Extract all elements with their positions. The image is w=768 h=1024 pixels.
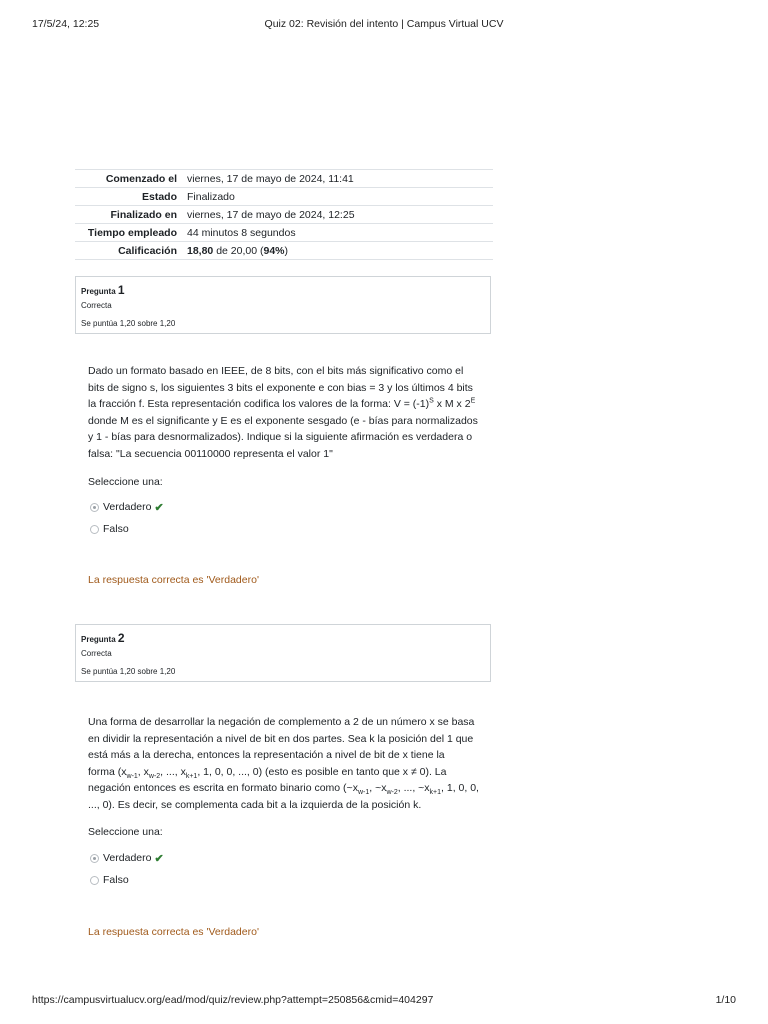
question-number-value: 1 — [117, 283, 125, 297]
print-date: 17/5/24, 12:25 — [32, 18, 100, 30]
text-segment: , 1, 0, 0, — [441, 782, 479, 794]
option-label: Verdadero — [103, 501, 152, 513]
question-number — [81, 283, 125, 297]
subscript: k+1 — [185, 772, 198, 780]
radio-unchecked-icon[interactable] — [90, 525, 99, 534]
grade-max: de 20,00 ( — [213, 244, 264, 257]
checkmark-icon: ✔ — [154, 501, 164, 514]
question-text-line: y 1 - bías para desnormalizados). Indique si la siguiente afirmación es verdadera o — [88, 431, 473, 443]
question-state: Correcta — [81, 301, 112, 310]
correct-answer-feedback: La respuesta correcta es 'Verdadero' — [88, 926, 259, 938]
question-text-line — [88, 764, 488, 781]
question-number — [81, 631, 125, 645]
option-true[interactable] — [90, 500, 164, 514]
question-text-line: falsa: "La secuencia 00110000 representa el valor 1" — [88, 447, 333, 460]
select-one-prompt: Seleccione una: — [88, 826, 163, 838]
summary-value: viernes, 17 de mayo de 2024, 11:41 — [183, 170, 493, 188]
select-one-prompt: Seleccione una: — [88, 476, 163, 488]
question-text-line: en dividir la representación a nivel de bit en dos partes. Sea k la posición del 1 que — [88, 732, 474, 745]
question-number-value: 2 — [117, 631, 125, 645]
text-segment: , 1, 0, 0, ..., 0) (esto es posible en tanto que x ≠ 0). La — [197, 765, 447, 778]
superscript: S — [429, 397, 434, 405]
option-label: Falso — [103, 874, 129, 886]
option-true[interactable] — [90, 851, 164, 865]
summary-label: Comenzado el — [75, 170, 183, 188]
summary-value: 44 minutos 8 segundos — [183, 224, 493, 242]
question-text — [88, 363, 488, 462]
print-url: https://campusvirtualucv.org/ead/mod/quiz/review.php?attempt=250856&cmid=404297 — [32, 994, 434, 1006]
question-text-line: donde M es el significante y E es el exponente sesgado (e - bías para normalizados — [88, 414, 478, 427]
print-header — [0, 18, 768, 32]
subscript: k+1 — [429, 789, 442, 797]
correct-answer-feedback: La respuesta correcta es 'Verdadero' — [88, 574, 259, 586]
option-false[interactable] — [90, 522, 129, 536]
superscript: E — [470, 397, 476, 405]
question-text-line: bits de signo s, los siguientes 3 bits el exponente e con bias = 3 y los últimos 4 bits — [88, 381, 473, 394]
subscript: w-1 — [126, 772, 138, 780]
question-text-line — [88, 396, 488, 413]
grade-percent: 94% — [263, 244, 285, 257]
text-segment: , ..., x — [160, 765, 186, 778]
summary-value: Finalizado — [183, 188, 493, 206]
summary-label: Finalizado en — [75, 206, 183, 224]
question-grade: Se puntúa 1,20 sobre 1,20 — [81, 667, 176, 676]
question-label: Pregunta — [81, 287, 118, 296]
print-page-number: 1/10 — [715, 994, 736, 1006]
radio-checked-icon[interactable] — [90, 854, 99, 863]
radio-checked-icon[interactable] — [90, 503, 99, 512]
question-text-line — [88, 780, 488, 797]
option-false[interactable] — [90, 873, 129, 887]
subscript: w-1 — [357, 789, 370, 797]
summary-label: Tiempo empleado — [75, 224, 183, 242]
summary-row-time — [75, 224, 493, 242]
text-segment: negación entonces es escrita en formato binario como (~x — [88, 782, 358, 794]
question-state: Correcta — [81, 649, 112, 658]
summary-row-state — [75, 188, 493, 206]
summary-grade-value — [183, 242, 493, 260]
radio-unchecked-icon[interactable] — [90, 876, 99, 885]
subscript: w-2 — [386, 789, 398, 797]
question-text-line: está más a la derecha, entonces la representación a nivel de bit de x tiene la — [88, 749, 445, 761]
text-segment: x M x 2 — [433, 398, 471, 410]
summary-label: Estado — [75, 188, 183, 206]
text-segment: forma (x — [88, 765, 127, 778]
attempt-summary-table — [75, 169, 493, 260]
question-text-line: Una forma de desarrollar la negación de complemento a 2 de un número x se basa — [88, 716, 475, 728]
question-label: Pregunta — [81, 635, 118, 644]
checkmark-icon: ✔ — [154, 852, 164, 865]
question-text — [88, 714, 488, 813]
summary-row-started — [75, 170, 493, 188]
question-grade: Se puntúa 1,20 sobre 1,20 — [81, 319, 176, 328]
grade-score: 18,80 — [187, 244, 214, 257]
grade-close: ) — [284, 244, 288, 257]
question-info-box — [75, 276, 491, 334]
summary-row-grade — [75, 242, 493, 260]
text-segment: la fracción f. Esta representación codifica los valores de la forma: V = (-1) — [88, 398, 430, 410]
option-label: Verdadero — [103, 852, 152, 864]
question-text-line: Dado un formato basado en IEEE, de 8 bits, con el bits más significativo como el — [88, 365, 464, 377]
text-segment: , x — [137, 765, 149, 778]
print-page-title: Quiz 02: Revisión del intento | Campus Virtual UCV — [264, 18, 504, 30]
text-segment: , ~x — [369, 782, 387, 794]
print-footer — [0, 994, 768, 1008]
option-label: Falso — [103, 523, 129, 535]
question-info-box — [75, 624, 491, 682]
question-text-line: ..., 0). Es decir, se complementa cada bit a la izquierda de la posición k. — [88, 798, 422, 811]
summary-value: viernes, 17 de mayo de 2024, 12:25 — [183, 206, 493, 224]
subscript: w-2 — [148, 772, 161, 780]
text-segment: , ..., ~x — [397, 782, 430, 794]
summary-label: Calificación — [75, 242, 183, 260]
summary-row-finished — [75, 206, 493, 224]
